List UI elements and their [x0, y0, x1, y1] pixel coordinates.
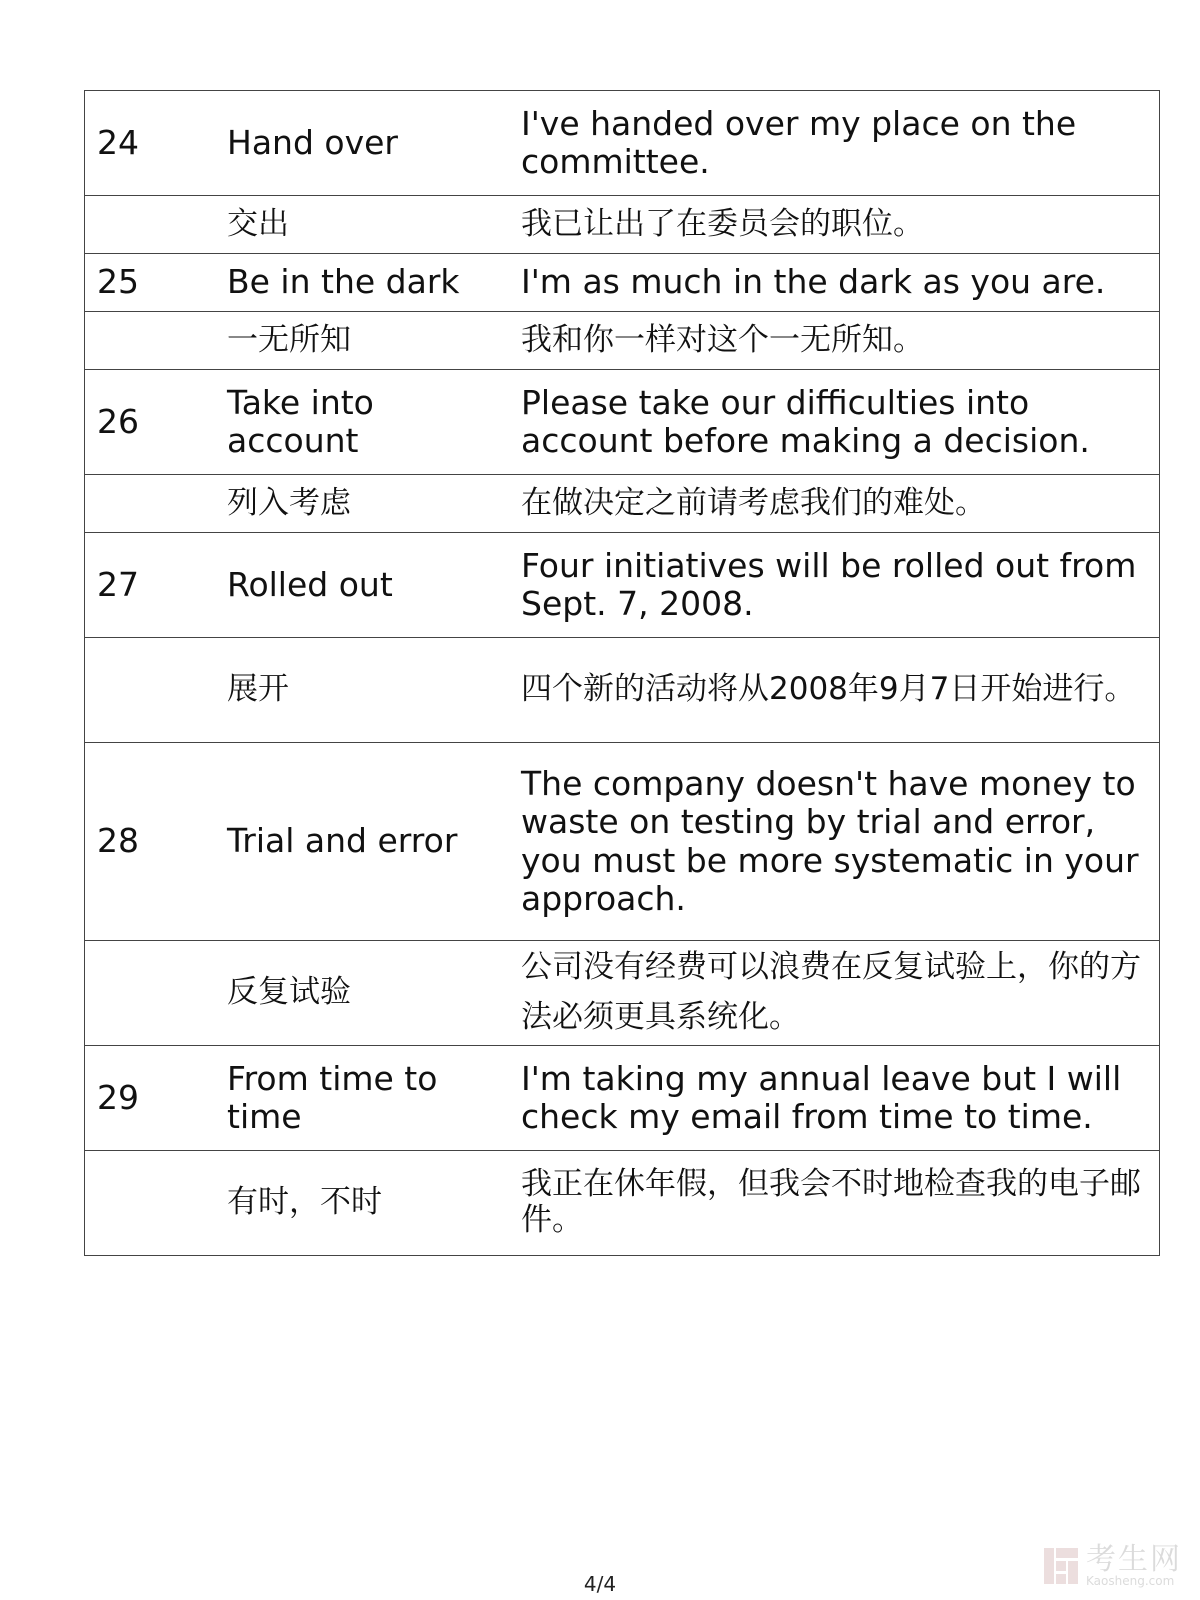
phrase-translation: 交出: [215, 196, 509, 254]
entry-number: 29: [85, 1046, 216, 1151]
phrase-translation: 列入考虑: [215, 475, 509, 533]
phrase-term: Trial and error: [215, 743, 509, 941]
table-row: [85, 91, 1160, 196]
entry-number: [85, 475, 216, 533]
table-row: [85, 370, 1160, 475]
example-sentence: I'm as much in the dark as you are.: [509, 254, 1160, 312]
phrase-term: Hand over: [215, 91, 509, 196]
entry-number: 27: [85, 533, 216, 638]
phrase-term: Be in the dark: [215, 254, 509, 312]
table-row: [85, 1151, 1160, 1256]
example-sentence: Four initiatives will be rolled out from Sept. 7, 2008.: [509, 533, 1160, 638]
example-translation: 我和你一样对这个一无所知。: [509, 312, 1160, 370]
entry-number: [85, 312, 216, 370]
phrase-term: Take into account: [215, 370, 509, 475]
table-row: [85, 533, 1160, 638]
entry-number: [85, 1151, 216, 1256]
entry-number: [85, 196, 216, 254]
table-row: [85, 638, 1160, 743]
entry-number: [85, 941, 216, 1046]
page-number: 4/4: [583, 1572, 617, 1596]
example-sentence: I've handed over my place on the committee.: [509, 91, 1160, 196]
table-row: [85, 196, 1160, 254]
example-translation: 在做决定之前请考虑我们的难处。: [509, 475, 1160, 533]
entry-number: 25: [85, 254, 216, 312]
entry-number: [85, 638, 216, 743]
phrase-translation: 一无所知: [215, 312, 509, 370]
phrase-term: From time to time: [215, 1046, 509, 1151]
phrase-table: [84, 90, 1160, 1256]
entry-number: 26: [85, 370, 216, 475]
table-row: [85, 1046, 1160, 1151]
table-row: [85, 475, 1160, 533]
table-row: [85, 312, 1160, 370]
example-translation: 我已让出了在委员会的职位。: [509, 196, 1160, 254]
table-row: [85, 743, 1160, 941]
example-sentence: The company doesn't have money to waste on testing by trial and error, you must be more systematic in your approach.: [509, 743, 1160, 941]
watermark: [1042, 1541, 1182, 1588]
phrase-translation: 展开: [215, 638, 509, 743]
table-row: [85, 254, 1160, 312]
table-row: [85, 941, 1160, 1046]
example-translation: 公司没有经费可以浪费在反复试验上，你的方法必须更具系统化。: [509, 941, 1160, 1046]
example-sentence: I'm taking my annual leave but I will check my email from time to time.: [509, 1046, 1160, 1151]
phrase-translation: 反复试验: [215, 941, 509, 1046]
watermark-name: 考生网: [1086, 1541, 1182, 1577]
entry-number: 28: [85, 743, 216, 941]
entry-number: 24: [85, 91, 216, 196]
kaosheng-logo-icon: [1042, 1546, 1080, 1586]
example-sentence: Please take our difficulties into account before making a decision.: [509, 370, 1160, 475]
example-translation: 我正在休年假，但我会不时地检查我的电子邮件。: [509, 1151, 1160, 1256]
phrase-translation: 有时，不时: [215, 1151, 509, 1256]
example-translation: 四个新的活动将从2008年9月7日开始进行。: [509, 638, 1160, 743]
watermark-domain: Kaosheng.com: [1086, 1573, 1175, 1588]
phrase-term: Rolled out: [215, 533, 509, 638]
